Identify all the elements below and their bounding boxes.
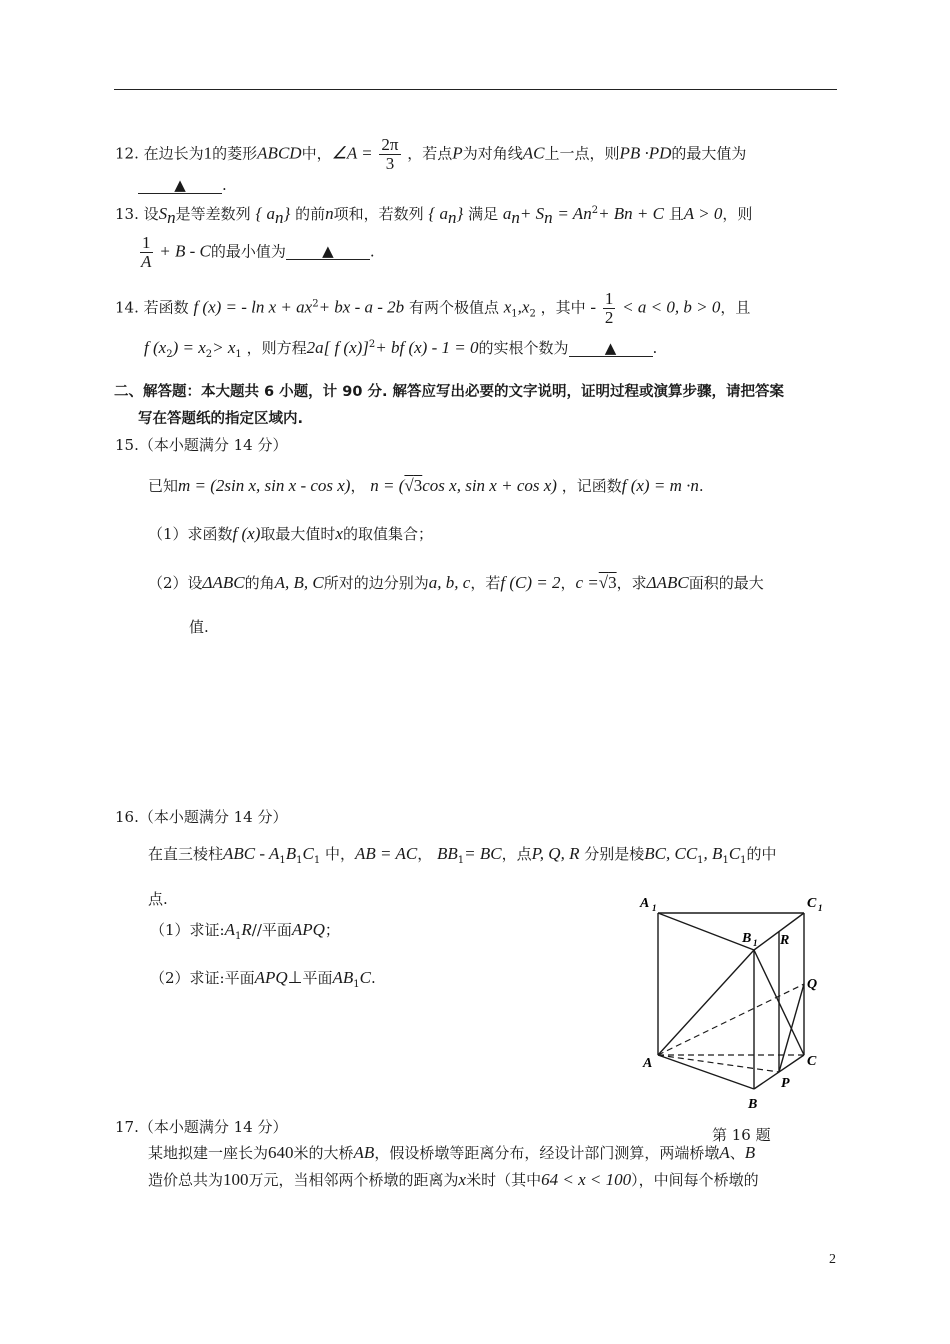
math: A <box>224 920 235 939</box>
q16-part2: （2）求证:平面APQ⊥平面$AB_1C$. <box>150 968 376 990</box>
text: 某地拟建一座长为 <box>148 1144 269 1162</box>
label-R: R <box>780 933 790 948</box>
math: = BC <box>464 844 502 863</box>
text: ，点 <box>501 845 532 863</box>
math: BC, CC <box>644 844 698 863</box>
subscript: n <box>511 208 520 227</box>
text: ， <box>350 477 366 495</box>
math: { a <box>255 204 276 223</box>
page-number: 2 <box>829 1252 836 1267</box>
text: 的最大值为 <box>671 144 747 163</box>
math: x <box>503 297 512 317</box>
text: 满足 <box>468 205 499 223</box>
q15-line: 已知m = (2sin x, sin x - cos x)， n = (√3cos x, sin x + cos x) ，记函数f (x) = m ·n. <box>148 476 704 495</box>
math: PB ·PD <box>619 143 672 163</box>
answer-blank[interactable]: ▲ <box>569 341 653 357</box>
math: n = ( <box>370 476 405 495</box>
math: 2a[ f (x)] <box>306 338 369 357</box>
text: ，则方程 <box>246 339 307 357</box>
sqrt-arg: 3 <box>608 573 617 592</box>
text: 中， <box>325 845 356 863</box>
fraction <box>603 290 616 327</box>
fraction <box>140 234 153 271</box>
math: ) = x <box>172 338 206 357</box>
q15-part2: （2）设ΔABC的角A, B, C所对的边分别为a, b, c，若f (C) = 2，c =√3，求ΔABC面积的最大 <box>148 573 764 592</box>
math: ∠A = <box>331 143 373 163</box>
math: ΔABC <box>646 573 689 592</box>
text: （1）求函数 <box>148 525 233 543</box>
math: ⊥ <box>287 968 303 987</box>
math: x <box>521 297 530 317</box>
text: 为对角线 <box>462 144 523 163</box>
sqrt-arg: 3 <box>413 476 423 495</box>
q16-part1: （1）求证$:A_1R//$平面APQ； <box>150 920 340 942</box>
text: 造价总共为 <box>148 1171 224 1189</box>
subscript: n <box>544 208 553 227</box>
fraction-numerator: 1 <box>604 289 614 308</box>
text: 上一点，则 <box>544 144 620 163</box>
subscript: n <box>167 208 176 227</box>
q13-line2 <box>138 234 375 271</box>
text: 已知 <box>148 477 179 495</box>
math: A, B, C <box>274 573 324 592</box>
svg-text:1: 1 <box>652 903 657 913</box>
text: 米的大桥 <box>293 1144 354 1162</box>
svg-text:1: 1 <box>753 938 758 948</box>
math: } <box>456 204 464 223</box>
text: //平面 <box>251 921 292 939</box>
math: A > 0 <box>683 204 723 223</box>
math: - <box>590 297 597 317</box>
text: 所对的边分别为 <box>323 574 429 592</box>
text: 万元，当相邻两个桥墩的距离为 <box>248 1171 459 1189</box>
text: 在边长为 <box>143 144 204 163</box>
math: ABCD <box>257 143 302 163</box>
q13-line: 13. 设$S_n$是等差数列 { $a_n$} 的前n项和，若数列 { $a_n$} 满足 $a_n+ S_n = An^2+ Bn + C$ 且A > 0，则 <box>115 204 753 227</box>
text: 设 <box>143 205 159 223</box>
text: （2）求证:平面 <box>150 969 255 987</box>
math: a <box>502 204 512 223</box>
math: a, b, c <box>428 573 471 592</box>
math: BB <box>436 844 458 863</box>
text: ，求 <box>616 574 647 592</box>
math: n <box>325 204 334 223</box>
math: { a <box>428 204 448 223</box>
text: 在直三棱柱 <box>148 845 224 863</box>
text: 中， <box>301 144 332 163</box>
label-Q: Q <box>807 977 818 992</box>
figure-caption: 第 16 题 <box>712 1126 771 1144</box>
math: + bx - a - 2b <box>318 297 405 317</box>
fraction-denominator: A <box>141 251 152 271</box>
text: 取最大值时 <box>260 525 336 543</box>
label-C: C <box>807 1054 817 1069</box>
label-A: A <box>643 1056 653 1071</box>
math: C <box>302 844 314 863</box>
q12-line <box>115 136 746 173</box>
text: . <box>652 339 658 357</box>
math: ABC - A <box>223 844 280 863</box>
q16-head: 16.（本小题满分 14 分） <box>115 808 288 826</box>
math: P <box>452 143 463 163</box>
math: f (x) = m ·n <box>621 476 699 495</box>
fraction-denominator: 3 <box>385 153 395 173</box>
fraction <box>379 136 400 173</box>
text: ，且 <box>720 298 751 317</box>
math: C <box>728 844 741 863</box>
text: ，若点 <box>407 144 453 163</box>
text: 是等差数列 <box>175 205 251 223</box>
math: B <box>285 844 297 863</box>
answer-blank[interactable]: ▲ <box>286 244 370 260</box>
math: A <box>719 1143 730 1162</box>
text: ，若 <box>470 574 501 592</box>
math: 1 <box>203 143 213 163</box>
math: f (x) = - ln x + ax <box>193 297 313 317</box>
label-P: P <box>781 1076 790 1091</box>
math: , B <box>703 844 723 863</box>
math: m = (2sin x, sin x - cos x) <box>178 476 351 495</box>
text: 的前 <box>295 205 326 223</box>
text: 的实根个数为 <box>478 339 569 357</box>
text: 的菱形 <box>212 144 258 163</box>
text: 有两个极值点 <box>408 298 499 317</box>
section-heading: 二、解答题：本大题共 6 小题，计 90 分. 解答应写出必要的文字说明，证明过程或演算步骤，请把答案 <box>114 384 785 400</box>
math: = An <box>557 204 592 223</box>
math: B <box>744 1143 756 1162</box>
text: ，记函数 <box>561 477 622 495</box>
text: ， <box>560 574 576 592</box>
prism-figure <box>630 893 860 1113</box>
q14-line: 14. 若函数 f (x) = - $\ln x + ax^2+$ bx - a - 2b 有两个极值点 $x_1,x_2$ ，其中 - $\frac{1}{2}$ < a < 0, b > 0，且 <box>115 289 751 327</box>
text: 的最小值为 <box>210 242 286 261</box>
math: C <box>359 968 371 987</box>
math: + bf (x) - 1 = 0 <box>375 338 479 357</box>
text: 项和，若数列 <box>333 205 424 223</box>
math: APQ <box>254 968 288 987</box>
math: AB <box>332 968 354 987</box>
q15-part1 <box>148 524 433 544</box>
q17-line2 <box>148 1170 759 1190</box>
text: 的取值集合； <box>342 525 433 543</box>
q16-line2: 点. <box>148 890 168 908</box>
math: APQ <box>291 920 325 939</box>
svg-text:1: 1 <box>818 903 823 913</box>
math: ΔABC <box>202 573 245 592</box>
text: ，假设桥墩等距离分布，经设计部门测算，两端桥墩 <box>374 1144 720 1162</box>
math: P, Q, R <box>531 844 580 863</box>
text: . <box>369 242 375 261</box>
text: ），中间每个桥墩的 <box>631 1171 759 1189</box>
math: < a < 0, b > 0 <box>622 297 721 317</box>
math: AB <box>353 1143 375 1162</box>
question-number: 14. <box>115 298 139 317</box>
q14-line2: f $(x_2) = x_2> x_1$ ，则方程2a[ f (x)]$^2$+ bf (x) - 1 = 0的实根个数为 ▲ . <box>144 338 658 360</box>
answer-blank[interactable]: ▲ <box>138 178 222 194</box>
math: AC <box>522 143 545 163</box>
section-heading-cont: 写在答题纸的指定区域内. <box>138 411 304 427</box>
fraction-denominator: 2 <box>604 307 614 327</box>
label-B: B <box>748 1097 758 1112</box>
label-C1: C <box>807 896 817 911</box>
text: 分别是棱 <box>584 845 645 863</box>
math: c = <box>575 573 599 592</box>
math: x <box>458 1170 467 1189</box>
text: 的角 <box>244 574 275 592</box>
text: 米时（其中 <box>466 1171 542 1189</box>
q15-part2-cont: 值. <box>189 618 209 636</box>
text: 且 <box>668 205 684 223</box>
math: + Bn + C <box>598 204 664 223</box>
math: f (x) <box>232 524 261 543</box>
header-rule <box>114 89 837 90</box>
label-A1: A <box>640 896 650 911</box>
text: . <box>698 477 704 495</box>
q17-head: 17.（本小题满分 14 分） <box>115 1118 288 1136</box>
text: 的中 <box>746 845 777 863</box>
math: > x <box>212 338 236 357</box>
math: 64 < x < 100 <box>541 1170 632 1189</box>
text: . <box>222 176 227 194</box>
math: } <box>283 204 291 223</box>
text: （2）设 <box>148 574 203 592</box>
text: ， <box>417 845 433 863</box>
fraction-numerator: 1 <box>142 233 151 252</box>
question-number: 12. <box>115 144 139 163</box>
math: R <box>241 920 252 939</box>
math: AB = AC <box>355 844 418 863</box>
math: 100 <box>223 1170 249 1189</box>
text: ，则 <box>722 205 753 223</box>
math: + S <box>519 204 545 223</box>
math: 640 <box>268 1143 294 1162</box>
q16-line: 在直三棱柱ABC - $A_1B_1C_1$ 中，AB = AC， $BB_1=$ BC，点P, Q, R 分别是棱BC, $CC_1$, $B_1C_1$的中 <box>148 844 777 866</box>
math: x <box>335 524 343 543</box>
q17-line <box>148 1143 755 1163</box>
text: （1）求证: <box>150 921 225 939</box>
text: 若函数 <box>143 298 189 317</box>
subscript: n <box>447 208 457 227</box>
q12-answer-line <box>138 176 227 194</box>
question-number: 13. <box>115 205 139 223</box>
math: cos x, sin x + cos x) <box>422 476 557 495</box>
text: ，其中 <box>540 298 586 317</box>
text: 平面 <box>302 969 333 987</box>
math: f (x <box>144 338 167 357</box>
text: ； <box>324 921 340 939</box>
text: 、 <box>729 1144 745 1162</box>
fraction-numerator: 2π <box>381 135 399 154</box>
q15-head: 15.（本小题满分 14 分） <box>115 436 288 454</box>
text: 面积的最大 <box>688 574 764 592</box>
math: + B - C <box>159 241 211 261</box>
subscript: n <box>275 208 284 227</box>
math: S <box>158 204 168 223</box>
math: f (C) = 2 <box>500 573 561 592</box>
label-B1: B <box>742 931 752 946</box>
text: . <box>370 969 376 987</box>
